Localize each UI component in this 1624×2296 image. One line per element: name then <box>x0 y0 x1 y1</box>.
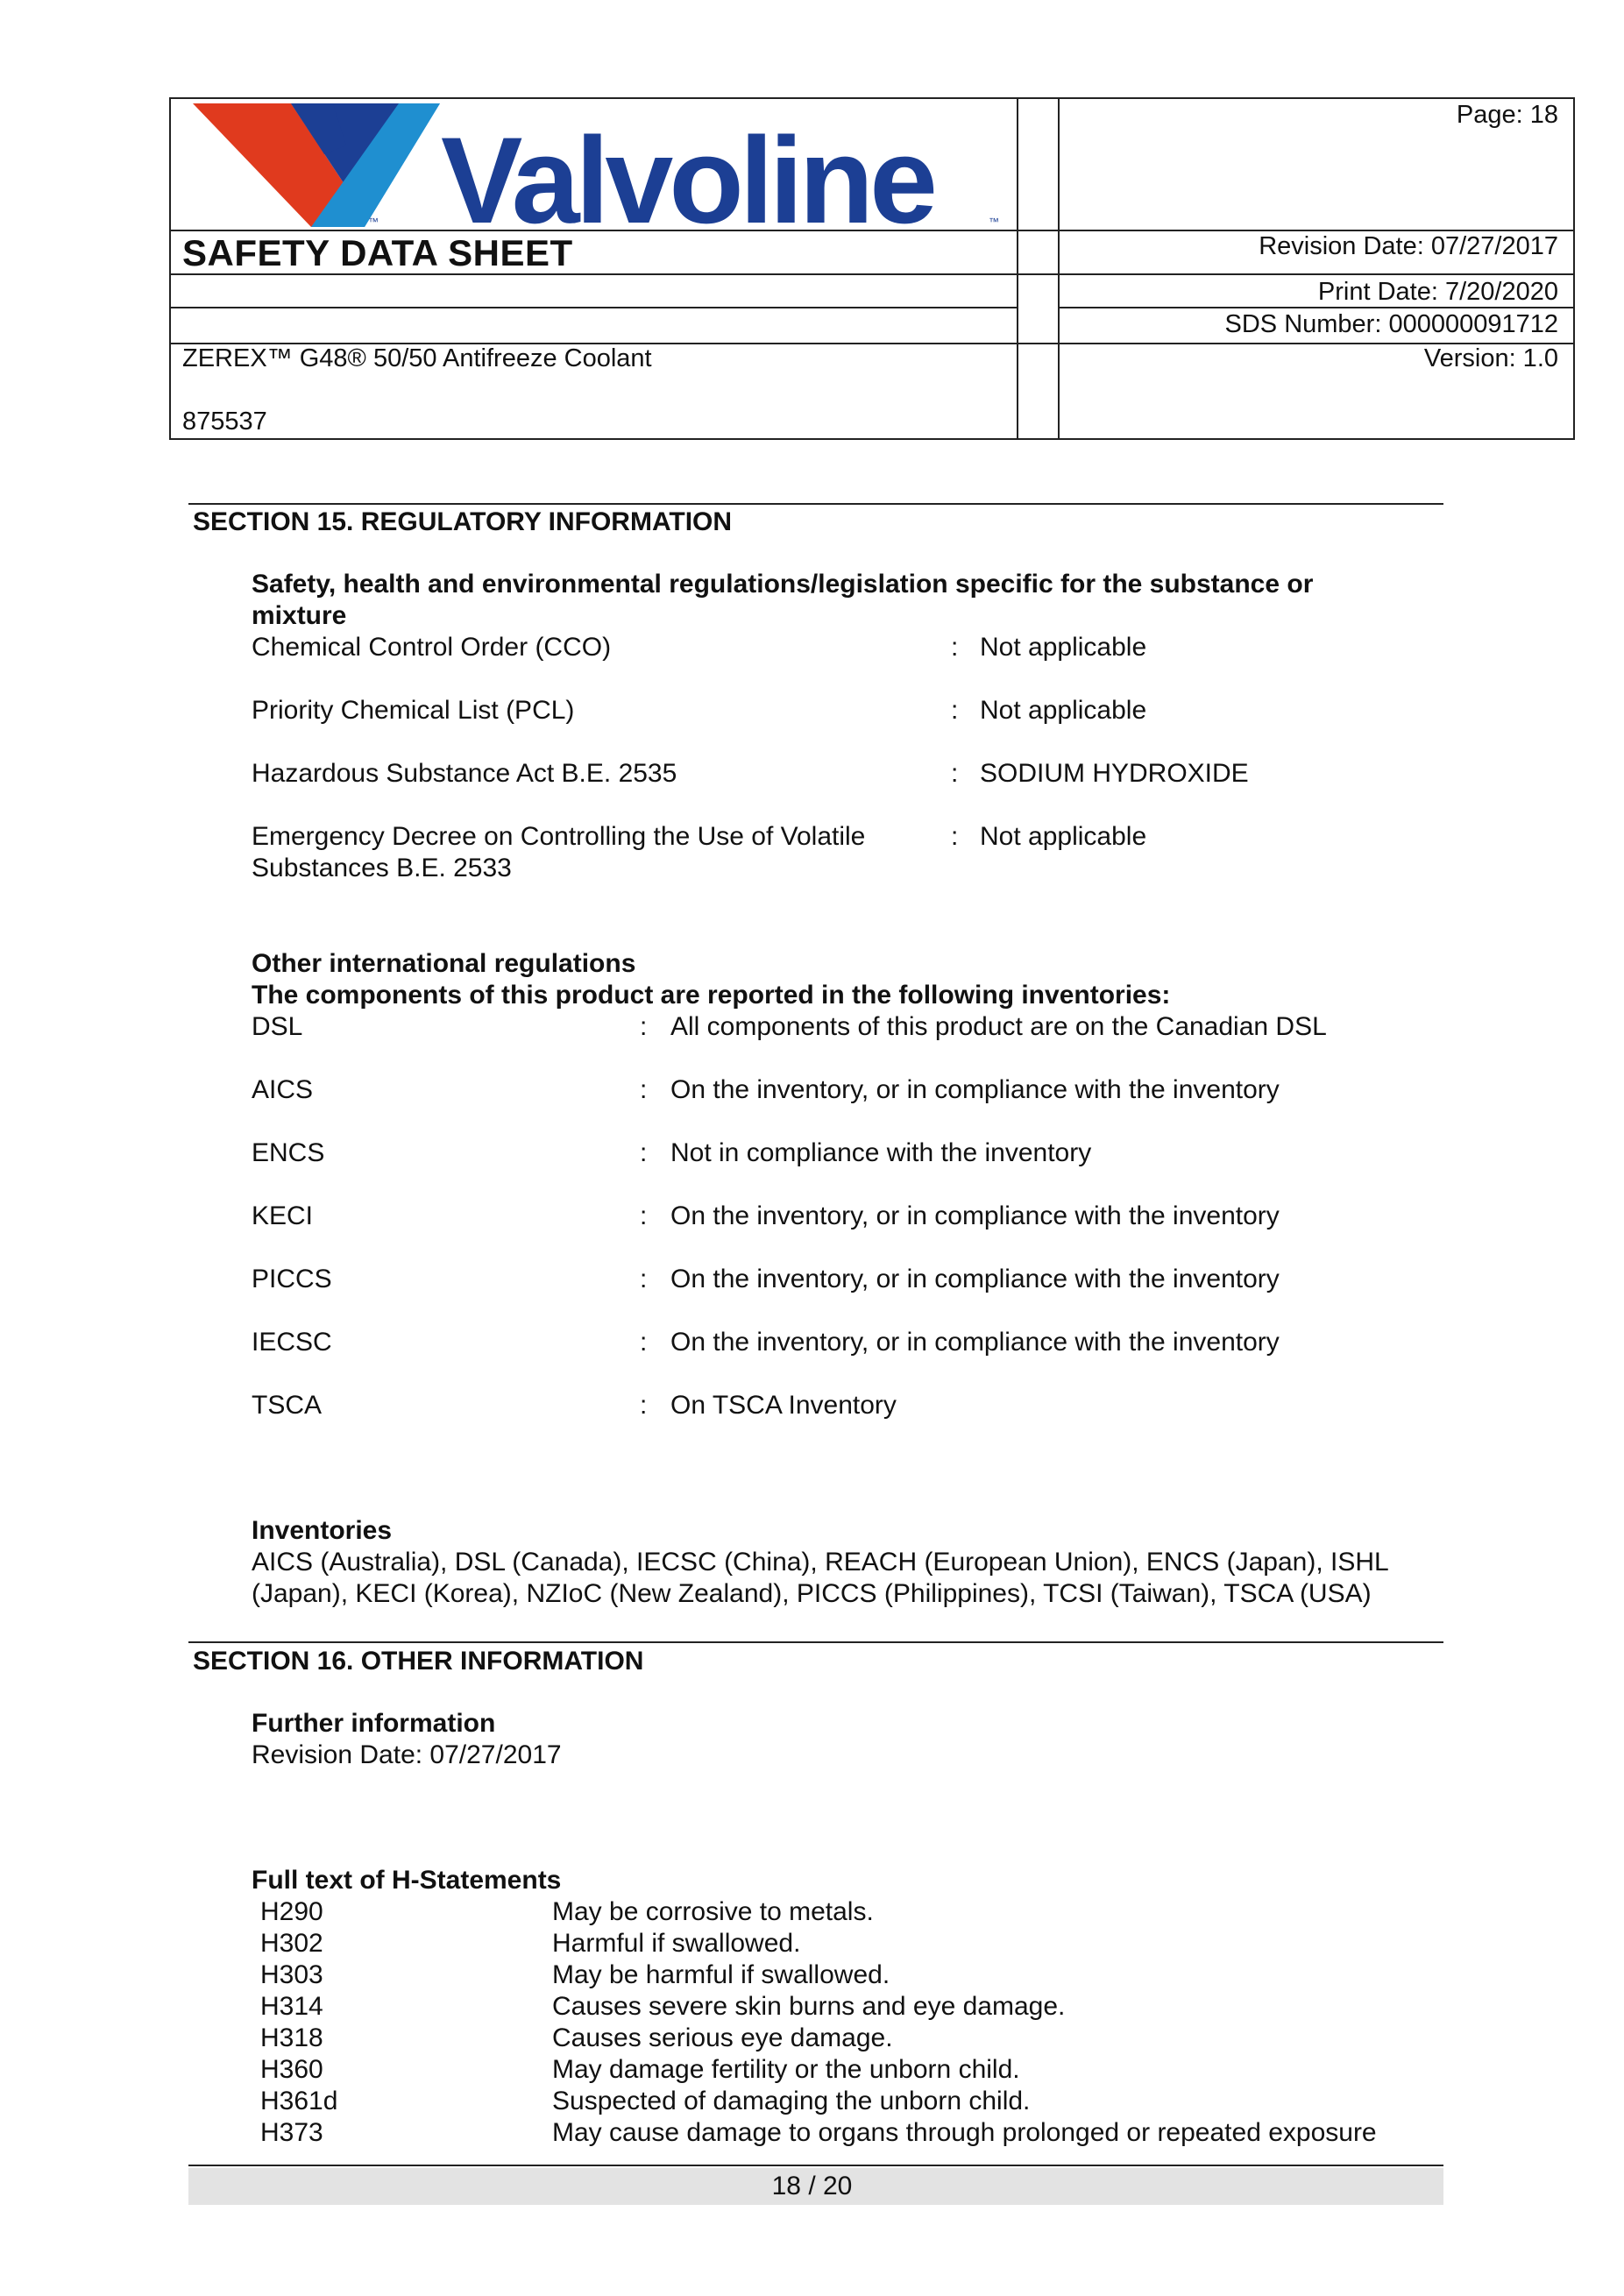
h-statement-code: H373 <box>260 2118 323 2147</box>
valvoline-logo <box>193 102 1008 249</box>
inventory-label: AICS <box>252 1075 314 1104</box>
h-statement-text: May be corrosive to metals. <box>552 1897 874 1926</box>
regulation-label: Priority Chemical List (PCL) <box>252 696 575 725</box>
h-statement-code: H314 <box>260 1992 323 2021</box>
h-statement-code: H290 <box>260 1897 323 1926</box>
sds-number: SDS Number: 000000091712 <box>1224 310 1558 338</box>
regulation-value: Not applicable <box>980 822 1147 851</box>
version: Version: 1.0 <box>1423 344 1558 372</box>
inventories-heading: Inventories <box>252 1516 393 1545</box>
colon: : <box>951 696 959 725</box>
colon: : <box>640 1138 648 1167</box>
colon: : <box>640 1012 648 1041</box>
footer-rule <box>188 2165 1443 2166</box>
inventory-label: PICCS <box>252 1265 332 1293</box>
inventories-intro: The components of this product are reported in the following inventories: <box>252 981 1171 1010</box>
h-statement-code: H361d <box>260 2087 338 2115</box>
footer-page-count: 18 / 20 <box>771 2172 853 2200</box>
h-statement-text: Harmful if swallowed. <box>552 1929 801 1958</box>
page-number: Page: 18 <box>1456 101 1558 129</box>
revision-date-text: Revision Date: 07/27/2017 <box>252 1740 562 1769</box>
inventories-text: (Japan), KECI (Korea), NZIoC (New Zealand), PICCS (Philippines), TCSI (Taiwan), TSCA (USA) <box>252 1579 1372 1608</box>
regs-heading: Safety, health and environmental regulations/legislation specific for the substance or <box>252 570 1314 599</box>
section-rule <box>188 1641 1443 1643</box>
inventory-label: IECSC <box>252 1328 332 1357</box>
h-statement-text: May cause damage to organs through prolonged or repeated exposure <box>552 2118 1377 2147</box>
header-row-line <box>169 307 1017 308</box>
inventory-label: ENCS <box>252 1138 325 1167</box>
header-row-line <box>1058 307 1575 308</box>
h-statement-text: Causes serious eye damage. <box>552 2023 893 2052</box>
product-code: 875537 <box>182 407 267 436</box>
h-statement-code: H303 <box>260 1960 323 1989</box>
inventory-label: KECI <box>252 1201 314 1230</box>
colon: : <box>951 633 959 662</box>
colon: : <box>640 1201 648 1230</box>
h-statement-text: May damage fertility or the unborn child. <box>552 2055 1020 2084</box>
doc-title: SAFETY DATA SHEET <box>182 232 573 273</box>
h-statement-code: H302 <box>260 1929 323 1958</box>
print-date: Print Date: 7/20/2020 <box>1317 278 1558 306</box>
h-statement-text: Suspected of damaging the unborn child. <box>552 2087 1031 2115</box>
colon: : <box>640 1328 648 1357</box>
other-regulations-heading: Other international regulations <box>252 949 636 978</box>
inventories-text: AICS (Australia), DSL (Canada), IECSC (China), REACH (European Union), ENCS (Japan), ISHL <box>252 1548 1389 1577</box>
inventory-value: On the inventory, or in compliance with the inventory <box>670 1201 1280 1230</box>
h-statement-text: Causes severe skin burns and eye damage. <box>552 1992 1066 2021</box>
h-statement-code: H318 <box>260 2023 323 2052</box>
section-15-title: SECTION 15. REGULATORY INFORMATION <box>193 507 733 536</box>
inventory-value: Not in compliance with the inventory <box>670 1138 1092 1167</box>
regulation-label: Substances B.E. 2533 <box>252 854 512 882</box>
section-16-title: SECTION 16. OTHER INFORMATION <box>193 1647 644 1676</box>
inventory-label: DSL <box>252 1012 303 1041</box>
product-name: ZEREX™ G48® 50/50 Antifreeze Coolant <box>182 344 652 372</box>
colon: : <box>640 1265 648 1293</box>
inventory-value: On the inventory, or in compliance with the inventory <box>670 1328 1280 1357</box>
regulation-value: Not applicable <box>980 696 1147 725</box>
regulation-value: Not applicable <box>980 633 1147 662</box>
brand-wordmark: Valvoline <box>441 111 933 249</box>
section-rule <box>188 503 1443 505</box>
inventory-value: On TSCA Inventory <box>670 1391 897 1420</box>
regulation-label: Chemical Control Order (CCO) <box>252 633 612 662</box>
h-statements-heading: Full text of H-Statements <box>252 1866 562 1895</box>
trademark-small: ™ <box>368 216 379 228</box>
colon: : <box>640 1391 648 1420</box>
colon: : <box>640 1075 648 1104</box>
colon: : <box>951 822 959 851</box>
header-divider <box>1058 97 1060 440</box>
header-divider <box>1017 97 1018 440</box>
h-statement-text: May be harmful if swallowed. <box>552 1960 890 1989</box>
regulation-label: Hazardous Substance Act B.E. 2535 <box>252 759 677 788</box>
h-statement-code: H360 <box>260 2055 323 2084</box>
revision-date: Revision Date: 07/27/2017 <box>1259 232 1558 260</box>
regulation-label: Emergency Decree on Controlling the Use of Volatile <box>252 822 866 851</box>
trademark-small: ™ <box>989 216 999 228</box>
colon: : <box>951 759 959 788</box>
regs-heading: mixture <box>252 601 347 630</box>
inventory-label: TSCA <box>252 1391 323 1420</box>
further-info-heading: Further information <box>252 1709 496 1738</box>
inventory-value: On the inventory, or in compliance with the inventory <box>670 1075 1280 1104</box>
inventory-value: All components of this product are on the Canadian DSL <box>670 1012 1327 1041</box>
inventory-value: On the inventory, or in compliance with the inventory <box>670 1265 1280 1293</box>
regulation-value: SODIUM HYDROXIDE <box>980 759 1249 788</box>
